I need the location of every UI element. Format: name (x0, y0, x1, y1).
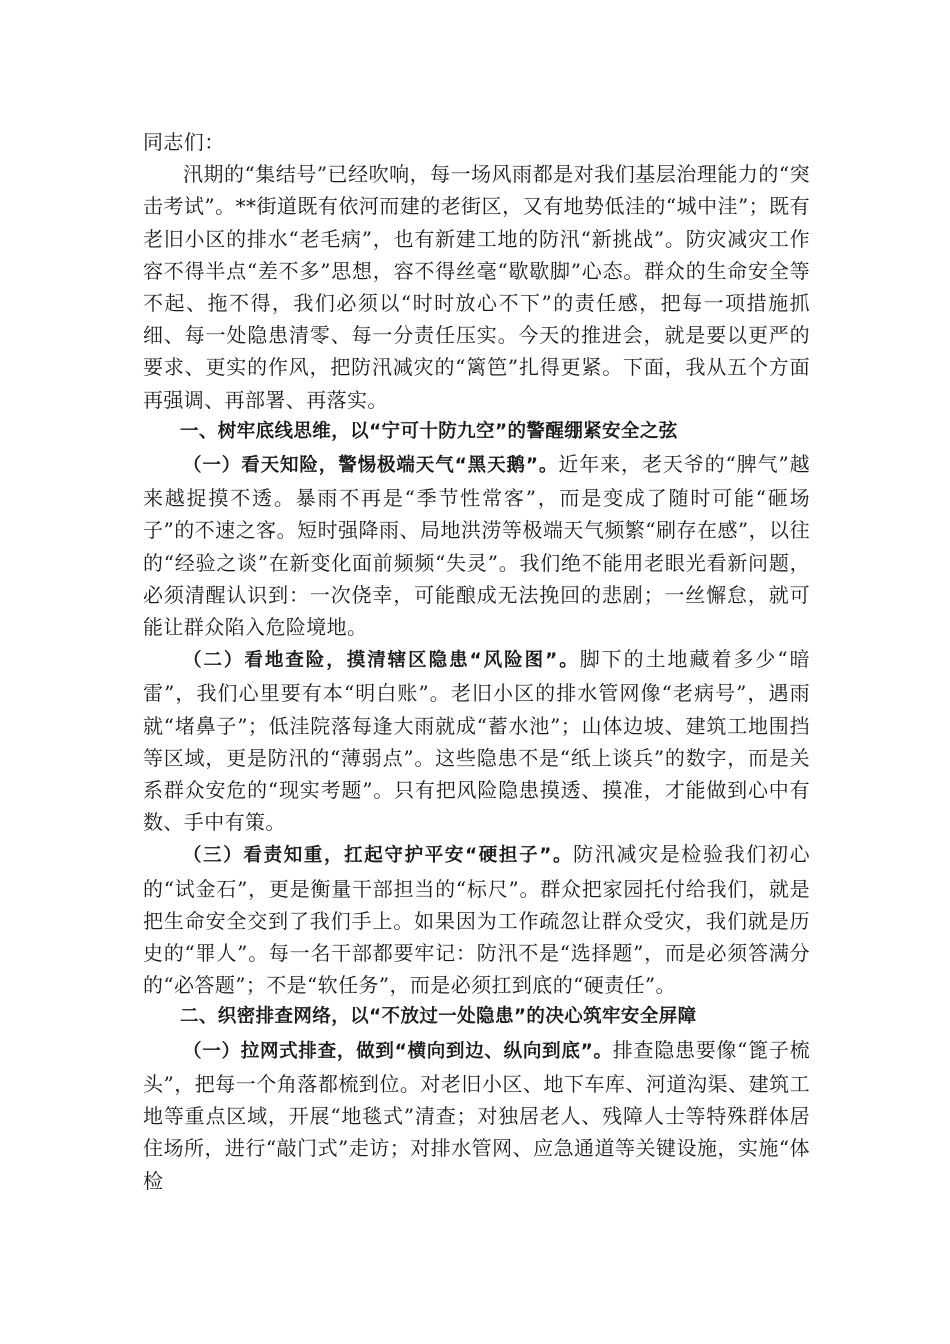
section-1-item-2-lead: （二）看地查险，摸清辖区隐患“风险图”。 (183, 650, 580, 672)
section-1-item-3-body: 防汛减灾是检验我们初心的“试金石”，更是衡量干部担当的“标尺”。群众把家园托付给我们，就是把生命安全交到了我们手上。如果因为工作疏忽让群众受灾，我们就是历史的“罪人”。每一名干部都要牢记：防汛不是“选择题”，而是必须答满分的“必答题”；不是“软任务”，而是必须扛到底的“硬责任”。 (143, 842, 810, 998)
section-2-heading: 二、织密排查网络，以“不放过一处隐患”的决心筑牢安全屏障 (180, 1006, 697, 1028)
salutation: 同志们： (143, 130, 225, 154)
section-2-item-1-lead: （一）拉网式排查，做到“横向到边、纵向到底”。 (183, 1040, 613, 1062)
intro-paragraph: 汛期的“集结号”已经吹响，每一场风雨都是对我们基层治理能力的“突击考试”。**街道既有依河而建的老街区，又有地势低洼的“城中洼”；既有老旧小区的排水“老毛病”，也有新建工地的防汛“新挑战”。防灾减灾工作容不得半点“差不多”思想，容不得丝毫“歇歇脚”心态。群众的生命安全等不起、拖不得，我们必须以“时时放心不下”的责任感，把每一项措施抓细、每一处隐患清零、每一分责任压实。今天的推进会，就是要以更严的要求、更实的作风，把防汛减灾的“篱笆”扎得更紧。下面，我从五个方面再强调、再部署、再落实。 (143, 162, 810, 412)
section-1-item-3-lead: （三）看责知重，扛起守护平安“硬担子”。 (183, 845, 574, 867)
section-1-item-3 (143, 838, 810, 1001)
section-1-item-2 (143, 643, 810, 838)
section-1-heading: 一、树牢底线思维，以“宁可十防九空”的警醒绷紧安全之弦 (180, 420, 678, 442)
section-1-item-2-body: 脚下的土地藏着多少“暗雷”，我们心里要有本“明白账”。老旧小区的排水管网像“老病号”，遇雨就“堵鼻子”；低洼院落每逢大雨就成“蓄水池”；山体边坡、建筑工地围挡等区域，更是防汛的“薄弱点”。这些隐患不是“纸上谈兵”的数字，而是关系群众安危的“现实考题”。只有把风险隐患摸透、摸准，才能做到心中有数、手中有策。 (143, 647, 810, 835)
document-body (143, 126, 810, 1197)
section-2-item-1-body: 排查隐患要像“篦子梳头”，把每一个角落都梳到位。对老旧小区、地下车库、河道沟渠、建筑工地等重点区域，开展“地毯式”清查；对独居老人、残障人士等特殊群体居住场所，进行“敲门式”走访；对排水管网、应急通道等关键设施，实施“体检 (143, 1037, 810, 1193)
section-1-item-1-lead: （一）看天知险，警惕极端天气“黑天鹅”。 (183, 455, 559, 477)
section-1-item-1-body: 近年来，老天爷的“脾气”越来越捉摸不透。暴雨不再是“季节性常客”，而是变成了随时可能“砸场子”的不速之客。短时强降雨、局地洪涝等极端天气频繁“刷存在感”，以往的“经验之谈”在新变化面前频频“失灵”。我们绝不能用老眼光看新问题，必须清醒认识到：一次侥幸，可能酿成无法挽回的悲剧；一丝懈怠，就可能让群众陷入危险境地。 (143, 452, 810, 640)
section-1-item-1 (143, 448, 810, 643)
section-2-item-1 (143, 1034, 810, 1197)
